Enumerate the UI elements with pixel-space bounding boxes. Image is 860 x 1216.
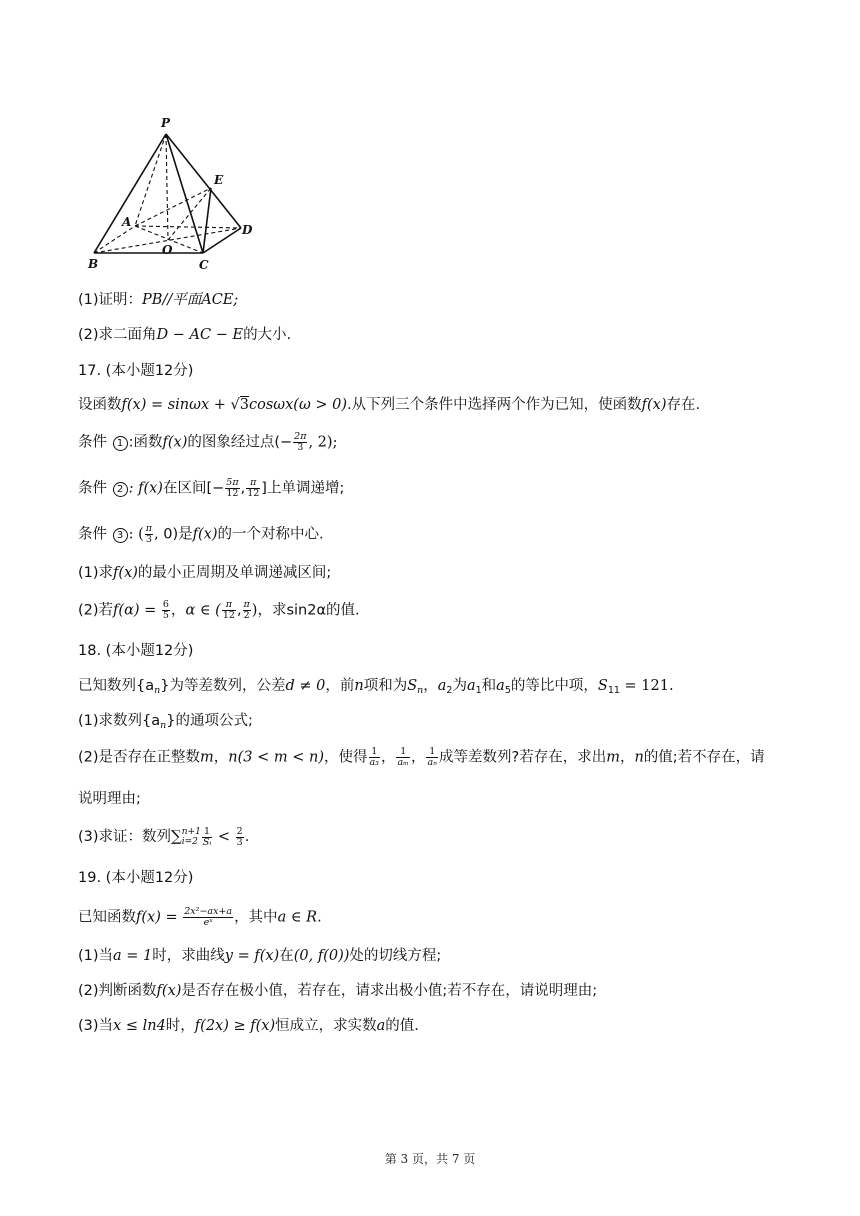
q19-part3-ineq: f(2x) ≥ f(x)	[194, 1018, 276, 1034]
q19-part3-a: a	[376, 1018, 386, 1034]
q18-part2-n2: n	[634, 749, 644, 766]
edge-BA	[94, 226, 135, 253]
q19-part3-x: x ≤ ln4	[113, 1018, 166, 1034]
q18-part3-prefix: (3)求证：数列	[78, 829, 172, 845]
fraction	[369, 747, 380, 768]
fraction-numerator: π	[222, 600, 236, 611]
q19-part2-fx: f(x)	[156, 983, 182, 999]
label-O: O	[162, 243, 173, 257]
q19-part2	[78, 981, 808, 1001]
q17-part2-alpha: α ∈ (	[185, 602, 221, 619]
period: .	[317, 909, 322, 926]
fraction-numerator: 6	[162, 599, 169, 610]
circled-number: 1	[113, 436, 128, 451]
q17-header	[78, 361, 808, 381]
q17-sqrt-value: 3	[239, 397, 249, 413]
subscript: 2	[446, 685, 453, 696]
q18-part2-end: 成等差数列?若存在，求出	[439, 749, 607, 766]
q17-cond3-mid: , 0)是	[154, 526, 193, 543]
q18-stem-a1: a	[466, 678, 476, 694]
fraction	[225, 478, 239, 499]
q19-part1-mid: 时，求曲线	[152, 948, 225, 964]
fraction	[145, 524, 153, 545]
fraction-denominator: 12	[222, 610, 235, 621]
fraction-denominator: 5	[162, 610, 169, 621]
subscript: 1	[475, 685, 482, 696]
q17-part1-fx: f(x)	[113, 565, 138, 581]
q19-stem-a: a ∈ R	[277, 909, 318, 926]
q17-cond3-open: : (	[128, 526, 144, 543]
edge-PC	[166, 134, 203, 253]
fraction	[236, 827, 244, 848]
fraction-denominator: a₃	[369, 757, 379, 768]
fraction-denominator: eˣ	[203, 917, 213, 928]
q16-part1-prefix: (1)证明：	[78, 292, 143, 308]
q16-part2-prefix: (2)求二面角	[78, 327, 157, 343]
fraction	[293, 432, 307, 453]
q18-part2-m2: m	[606, 749, 620, 766]
q18-part1-prefix: (1)求数列{a	[78, 713, 161, 729]
label-E: E	[214, 173, 224, 187]
q19-stem-prefix: 已知函数	[78, 909, 136, 926]
fraction	[183, 907, 233, 928]
sum-upper-limit: n+1	[181, 827, 201, 837]
q17-part1-end: 的最小正周期及单调递减区间;	[137, 565, 332, 581]
q19-part1-a: a = 1	[113, 948, 153, 964]
q17-cond2-fx: : f(x)	[128, 480, 163, 497]
q16-part2-math: D − AC − E	[156, 327, 244, 343]
q17-cond2-text: 在区间[−	[162, 480, 225, 497]
q16-part2-suffix: 的大小.	[243, 327, 292, 343]
q17-stem-end: 存在.	[666, 397, 701, 413]
period: .	[244, 829, 250, 845]
q17-cond3-end: 的一个对称中心.	[217, 526, 324, 543]
pyramid-diagram	[78, 112, 258, 274]
q17-cond1-fx: f(x)	[162, 434, 188, 451]
q18-stem-S: S	[407, 678, 418, 694]
q17-cond1-end: , 2);	[308, 434, 338, 451]
q16-part1-math: PB//平面ACE;	[142, 292, 239, 308]
q17-cond1-text2: 的图象经过点(−	[187, 434, 293, 451]
q19-part3-mid2: 恒成立，求实数	[275, 1018, 377, 1034]
fraction-numerator: 1	[396, 747, 410, 758]
subscript: 5	[504, 685, 511, 696]
q19-stem	[78, 907, 808, 928]
q18-stem-d: d ≠ 0	[285, 678, 326, 694]
label-P: P	[161, 116, 171, 130]
pyramid-figure	[78, 112, 258, 274]
q18-part3	[78, 826, 808, 848]
q19-part3-end: 的值.	[385, 1018, 419, 1034]
q17-part2-close: )	[251, 602, 258, 619]
edge-PO	[166, 134, 168, 240]
comma: ,	[236, 602, 242, 619]
fraction-denominator: aₘ	[397, 757, 409, 768]
q18-part2-n: n(3 < m < n)	[228, 749, 324, 766]
sqrt-sign: √	[230, 397, 240, 413]
comma: ，	[213, 749, 229, 766]
q17-stem-func: f(x) = sinωx +	[121, 397, 231, 413]
label-C: C	[199, 258, 209, 272]
fraction-denominator: 3	[145, 534, 152, 545]
fraction-denominator: 12	[226, 488, 239, 499]
fraction-denominator: 2	[243, 610, 250, 621]
fraction-numerator: 1	[426, 747, 438, 758]
fraction	[396, 747, 410, 768]
sum-limits	[182, 827, 201, 847]
comma: ，	[423, 678, 438, 694]
fraction-numerator: 1	[202, 827, 212, 838]
edge-AE	[135, 188, 211, 226]
q18-stem-2: }为等差数列，公差	[160, 678, 286, 694]
q17-header-text: 17. (本小题12分)	[78, 363, 194, 379]
fraction-numerator: π	[145, 523, 153, 534]
q19-header-text: 19. (本小题12分)	[78, 870, 194, 886]
q18-stem-3: ，前	[325, 678, 355, 694]
fraction-denominator: 12	[247, 488, 260, 499]
edge-CE	[203, 188, 211, 253]
q18-stem-1: 已知数列{a	[78, 678, 155, 694]
q18-part2-line2-text: 说明理由;	[78, 791, 141, 807]
sum-symbol: ∑	[171, 827, 182, 845]
page-footer: 第 3 页，共 7 页	[384, 1152, 476, 1166]
q18-stem-n: n	[354, 678, 364, 694]
fraction-denominator: Sᵢ	[202, 836, 212, 848]
fraction	[246, 478, 260, 499]
q17-stem-suffix: .从下列三个条件中选择两个作为已知，使函数	[347, 397, 642, 413]
fraction-numerator: 1	[369, 747, 380, 758]
q18-stem-S11val: = 121.	[619, 678, 674, 694]
q19-part1-y: y = f(x)	[224, 948, 280, 964]
subscript: n	[154, 685, 161, 696]
q18-stem-7: 和	[481, 678, 497, 694]
edge-AD	[135, 226, 241, 228]
q17-part2-prefix: (2)若	[78, 602, 114, 619]
q17-part2-end: ，求sin2α的值.	[257, 602, 360, 619]
fraction	[243, 600, 251, 621]
q17-part2-fa: f(α) =	[113, 602, 161, 619]
q19-part1-mid2: 在	[279, 948, 294, 964]
q17-cond3-fx: f(x)	[192, 526, 218, 543]
fraction-numerator: π	[243, 599, 250, 610]
q18-part2-line2	[78, 789, 808, 809]
label-D: D	[242, 223, 253, 237]
q18-part1	[78, 711, 808, 736]
q18-stem-6: 为	[452, 678, 467, 694]
q18-stem	[78, 676, 808, 701]
q17-stem	[78, 395, 808, 415]
q17-part1-prefix: (1)求	[78, 565, 114, 581]
q17-stem-fx: f(x)	[641, 397, 667, 413]
subscript: n	[160, 720, 167, 731]
q19-part1	[78, 946, 808, 966]
q18-header-text: 18. (本小题12分)	[78, 643, 194, 659]
edge-PA	[135, 134, 166, 226]
q19-part3	[78, 1016, 808, 1036]
q18-stem-S11: S	[597, 678, 608, 694]
q17-cond2	[78, 478, 808, 499]
edge-OE	[168, 188, 211, 240]
q18-stem-a2: a	[437, 678, 447, 694]
q17-stem-prefix: 设函数	[78, 397, 122, 413]
q17-cond1-prefix: 条件	[78, 434, 107, 451]
q18-part2	[78, 747, 808, 768]
subscript: n	[417, 685, 424, 696]
edge-PD	[166, 134, 241, 228]
q19-stem-fx: f(x) =	[136, 909, 183, 926]
q18-part2-mid: ，使得	[324, 749, 368, 766]
circled-number: 2	[113, 482, 128, 497]
fraction-numerator: 5π	[226, 477, 239, 488]
fraction-denominator: aₙ	[427, 757, 437, 768]
comma: ，	[410, 749, 426, 766]
label-A: A	[122, 215, 132, 229]
fraction-denominator: 3	[236, 836, 243, 848]
sum-lower-limit: i=2	[181, 837, 198, 847]
fraction	[162, 600, 170, 621]
q19-part1-prefix: (1)当	[78, 948, 114, 964]
q18-header	[78, 641, 808, 661]
q17-cond1-text: :函数	[128, 434, 163, 451]
fraction-numerator: 2x²−ax+a	[184, 906, 233, 917]
comma: ,	[240, 480, 246, 497]
q19-part1-end: 处的切线方程;	[349, 948, 442, 964]
q19-part1-pt: (0, f(0))	[293, 948, 350, 964]
fraction-denominator: 3	[297, 442, 304, 453]
less-than: <	[213, 829, 235, 845]
q18-stem-a5: a	[496, 678, 505, 694]
q19-header	[78, 868, 808, 888]
q19-part3-mid: 时，	[165, 1018, 195, 1034]
q17-cond1	[78, 432, 808, 453]
q17-cond2-end: ]上单调递增;	[261, 480, 345, 497]
q16-part1	[78, 290, 808, 310]
edge-PB	[94, 134, 166, 253]
q17-part2	[78, 600, 808, 621]
fraction-numerator: 2	[236, 825, 243, 837]
label-B: B	[88, 257, 99, 271]
fraction-numerator: π	[246, 478, 260, 489]
q18-part2-end2: 的值;若不存在，请	[643, 749, 765, 766]
q18-part2-prefix: (2)是否存在正整数	[78, 749, 201, 766]
q18-part1-end: }的通项公式;	[166, 713, 253, 729]
q17-cond3	[78, 524, 808, 545]
q19-stem-mid: ，其中	[234, 909, 278, 926]
comma: ，	[170, 602, 186, 619]
comma: ，	[619, 749, 635, 766]
q19-part2-prefix: (2)判断函数	[78, 983, 157, 999]
q17-part1	[78, 563, 808, 583]
q19-part3-prefix: (3)当	[78, 1018, 114, 1034]
q19-part2-end: 是否存在极小值，若存在，请求出极小值;若不存在，请说明理由;	[181, 983, 598, 999]
fraction-numerator: 2π	[294, 431, 307, 442]
q18-stem-8: 的等比中项，	[510, 678, 598, 694]
comma: ，	[380, 749, 396, 766]
q17-stem-func2: cosωx(ω > 0)	[249, 397, 348, 413]
fraction	[426, 747, 438, 768]
q18-part2-m: m	[200, 749, 214, 766]
circled-number: 3	[113, 528, 128, 543]
q17-cond2-prefix: 条件	[78, 480, 107, 497]
fraction	[222, 600, 236, 621]
q16-part2	[78, 325, 808, 345]
fraction	[202, 827, 212, 848]
subscript: 11	[607, 685, 620, 696]
q18-stem-4: 项和为	[363, 678, 408, 694]
q17-cond3-prefix: 条件	[78, 526, 107, 543]
